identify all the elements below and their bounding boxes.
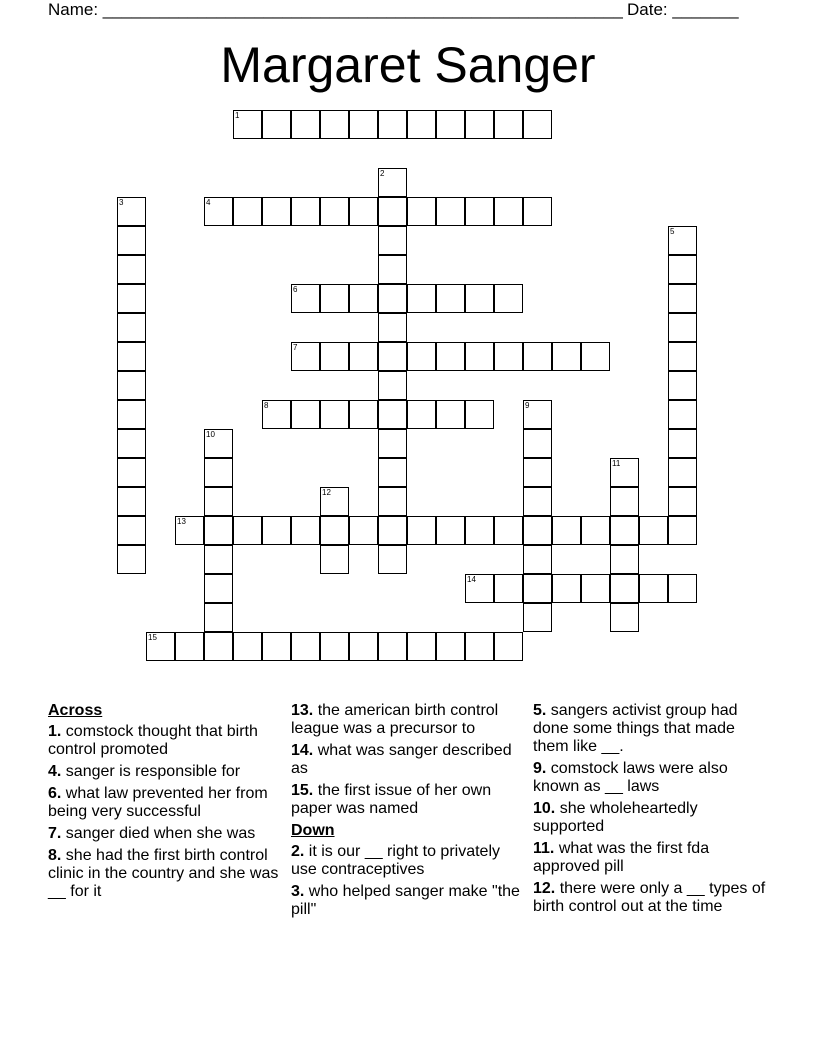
clue-number: 11. xyxy=(533,840,555,857)
clue-text: she wholeheartedly supported xyxy=(533,800,698,835)
grid-cell[interactable] xyxy=(465,516,494,545)
clue-down-11 xyxy=(533,840,768,876)
grid-cell[interactable] xyxy=(668,255,697,284)
grid-cell[interactable] xyxy=(378,429,407,458)
grid-cell[interactable] xyxy=(117,429,146,458)
clue-text: the american birth control league was a precursor to xyxy=(291,702,499,737)
cell-number: 2 xyxy=(380,169,385,178)
grid-cell[interactable] xyxy=(581,516,610,545)
grid-cell[interactable] xyxy=(465,110,494,139)
grid-cell[interactable] xyxy=(146,632,175,661)
clue-number: 1. xyxy=(48,723,62,740)
grid-cell[interactable] xyxy=(204,429,233,458)
grid-cell[interactable] xyxy=(117,226,146,255)
grid-cell[interactable] xyxy=(378,516,407,545)
grid-cell[interactable] xyxy=(668,313,697,342)
date-field-label: Date: _______ xyxy=(627,0,739,19)
clue-down-10 xyxy=(533,800,768,836)
grid-cell[interactable] xyxy=(117,545,146,574)
grid-cell[interactable] xyxy=(523,110,552,139)
grid-cell[interactable] xyxy=(117,342,146,371)
cell-number: 8 xyxy=(264,401,269,410)
clue-down-3 xyxy=(291,883,526,919)
clue-text: what was the first fda approved pill xyxy=(533,840,710,875)
grid-cell[interactable] xyxy=(494,632,523,661)
grid-cell[interactable] xyxy=(320,342,349,371)
cell-number: 5 xyxy=(670,227,675,236)
grid-cell[interactable] xyxy=(610,603,639,632)
cell-number: 15 xyxy=(148,633,157,642)
grid-cell[interactable] xyxy=(117,516,146,545)
grid-cell[interactable] xyxy=(117,313,146,342)
grid-cell[interactable] xyxy=(117,458,146,487)
clue-across-8 xyxy=(48,847,283,901)
grid-cell[interactable] xyxy=(320,110,349,139)
grid-cell[interactable] xyxy=(378,226,407,255)
grid-cell[interactable] xyxy=(668,458,697,487)
grid-cell[interactable] xyxy=(349,284,378,313)
grid-cell[interactable] xyxy=(552,574,581,603)
clue-number: 12. xyxy=(533,880,556,897)
grid-cell[interactable] xyxy=(378,545,407,574)
cell-number: 12 xyxy=(322,488,331,497)
grid-cell[interactable] xyxy=(610,574,639,603)
grid-cell[interactable] xyxy=(378,371,407,400)
grid-cell[interactable] xyxy=(291,632,320,661)
grid-cell[interactable] xyxy=(262,516,291,545)
grid-cell[interactable] xyxy=(668,574,697,603)
down-heading: Down xyxy=(291,822,335,839)
grid-cell[interactable] xyxy=(378,284,407,313)
clue-number: 4. xyxy=(48,763,62,780)
grid-cell[interactable] xyxy=(639,516,668,545)
grid-cell[interactable] xyxy=(378,110,407,139)
grid-cell[interactable] xyxy=(349,400,378,429)
clue-number: 15. xyxy=(291,782,314,799)
grid-cell[interactable] xyxy=(436,197,465,226)
grid-cell[interactable] xyxy=(117,197,146,226)
grid-cell[interactable] xyxy=(407,632,436,661)
grid-cell[interactable] xyxy=(291,516,320,545)
cell-number: 3 xyxy=(119,198,124,207)
grid-cell[interactable] xyxy=(378,313,407,342)
clue-down-9 xyxy=(533,760,768,796)
grid-cell[interactable] xyxy=(378,632,407,661)
clue-number: 5. xyxy=(533,702,547,719)
grid-cell[interactable] xyxy=(407,284,436,313)
cell-number: 9 xyxy=(525,401,530,410)
clue-down-2 xyxy=(291,843,526,879)
cell-number: 7 xyxy=(293,343,298,352)
grid-cell[interactable] xyxy=(175,516,204,545)
grid-cell[interactable] xyxy=(204,487,233,516)
grid-cell[interactable] xyxy=(610,458,639,487)
grid-cell[interactable] xyxy=(320,516,349,545)
grid-cell[interactable] xyxy=(349,342,378,371)
clue-across-7 xyxy=(48,825,283,843)
clue-across-13 xyxy=(291,702,526,738)
clue-across-4 xyxy=(48,763,283,781)
grid-cell[interactable] xyxy=(552,516,581,545)
grid-cell[interactable] xyxy=(523,458,552,487)
grid-cell[interactable] xyxy=(465,284,494,313)
grid-cell[interactable] xyxy=(349,110,378,139)
clue-text: sanger died when she was xyxy=(65,825,256,842)
grid-cell[interactable] xyxy=(407,197,436,226)
grid-cell[interactable] xyxy=(465,574,494,603)
clue-number: 7. xyxy=(48,825,62,842)
grid-cell[interactable] xyxy=(523,487,552,516)
name-field-label: Name: _______________________________________________________ xyxy=(48,0,623,19)
cell-number: 11 xyxy=(612,459,621,468)
grid-cell[interactable] xyxy=(523,342,552,371)
grid-cell[interactable] xyxy=(436,632,465,661)
grid-cell[interactable] xyxy=(581,574,610,603)
grid-cell[interactable] xyxy=(204,574,233,603)
clue-number: 8. xyxy=(48,847,62,864)
grid-cell[interactable] xyxy=(378,168,407,197)
grid-cell[interactable] xyxy=(320,284,349,313)
grid-cell[interactable] xyxy=(349,516,378,545)
clue-text: what was sanger described as xyxy=(291,742,512,777)
grid-cell[interactable] xyxy=(407,342,436,371)
clue-text: comstock thought that birth control promoted xyxy=(48,723,258,758)
clue-number: 14. xyxy=(291,742,314,759)
grid-cell[interactable] xyxy=(262,110,291,139)
grid-cell[interactable] xyxy=(291,400,320,429)
grid-cell[interactable] xyxy=(117,371,146,400)
grid-cell[interactable] xyxy=(465,342,494,371)
grid-cell[interactable] xyxy=(523,545,552,574)
clue-number: 2. xyxy=(291,843,305,860)
grid-cell[interactable] xyxy=(175,632,204,661)
grid-cell[interactable] xyxy=(668,487,697,516)
grid-cell[interactable] xyxy=(378,197,407,226)
grid-cell[interactable] xyxy=(436,110,465,139)
grid-cell[interactable] xyxy=(668,342,697,371)
clue-text: sangers activist group had done some things that made them like __. xyxy=(533,702,738,755)
clue-down-5 xyxy=(533,702,768,756)
across-heading: Across xyxy=(48,702,103,719)
grid-cell[interactable] xyxy=(494,516,523,545)
grid-cell[interactable] xyxy=(378,342,407,371)
grid-cell[interactable] xyxy=(407,516,436,545)
grid-cell[interactable] xyxy=(349,197,378,226)
grid-cell[interactable] xyxy=(204,632,233,661)
clue-text: there were only a __ types of birth control out at the time xyxy=(533,880,766,915)
grid-cell[interactable] xyxy=(204,458,233,487)
grid-cell[interactable] xyxy=(668,516,697,545)
grid-cell[interactable] xyxy=(291,284,320,313)
grid-cell[interactable] xyxy=(204,197,233,226)
clue-column-3 xyxy=(533,702,768,920)
grid-cell[interactable] xyxy=(320,632,349,661)
cell-number: 4 xyxy=(206,198,211,207)
grid-cell[interactable] xyxy=(610,545,639,574)
clue-text: it is our __ right to privately use contraceptives xyxy=(291,843,500,878)
grid-cell[interactable] xyxy=(117,487,146,516)
grid-cell[interactable] xyxy=(436,516,465,545)
clue-down-12 xyxy=(533,880,768,916)
grid-cell[interactable] xyxy=(291,342,320,371)
grid-cell[interactable] xyxy=(407,110,436,139)
grid-cell[interactable] xyxy=(233,632,262,661)
clue-text: who helped sanger make "the pill" xyxy=(291,883,520,918)
grid-cell[interactable] xyxy=(204,545,233,574)
grid-cell[interactable] xyxy=(668,226,697,255)
grid-cell[interactable] xyxy=(610,516,639,545)
grid-cell[interactable] xyxy=(233,110,262,139)
grid-cell[interactable] xyxy=(668,371,697,400)
clue-number: 10. xyxy=(533,800,556,817)
grid-cell[interactable] xyxy=(233,516,262,545)
grid-cell[interactable] xyxy=(523,429,552,458)
grid-cell[interactable] xyxy=(581,342,610,371)
grid-cell[interactable] xyxy=(610,487,639,516)
grid-cell[interactable] xyxy=(668,429,697,458)
grid-cell[interactable] xyxy=(291,110,320,139)
grid-cell[interactable] xyxy=(494,197,523,226)
grid-cell[interactable] xyxy=(233,197,262,226)
clue-number: 6. xyxy=(48,785,62,802)
grid-cell[interactable] xyxy=(523,197,552,226)
clue-text: the first issue of her own paper was named xyxy=(291,782,492,817)
clue-column-2 xyxy=(291,702,526,923)
grid-cell[interactable] xyxy=(436,342,465,371)
grid-cell[interactable] xyxy=(494,284,523,313)
grid-cell[interactable] xyxy=(465,632,494,661)
cell-number: 10 xyxy=(206,430,215,439)
cell-number: 1 xyxy=(235,111,240,120)
grid-cell[interactable] xyxy=(378,458,407,487)
grid-cell[interactable] xyxy=(465,400,494,429)
clue-text: sanger is responsible for xyxy=(65,763,241,780)
grid-cell[interactable] xyxy=(436,284,465,313)
cell-number: 14 xyxy=(467,575,476,584)
grid-cell[interactable] xyxy=(639,574,668,603)
grid-cell[interactable] xyxy=(320,197,349,226)
grid-cell[interactable] xyxy=(668,284,697,313)
grid-cell[interactable] xyxy=(262,400,291,429)
grid-cell[interactable] xyxy=(204,516,233,545)
clue-number: 3. xyxy=(291,883,305,900)
grid-cell[interactable] xyxy=(291,197,320,226)
grid-cell[interactable] xyxy=(320,400,349,429)
cell-number: 13 xyxy=(177,517,186,526)
grid-cell[interactable] xyxy=(262,197,291,226)
clue-column-1 xyxy=(48,702,283,905)
grid-cell[interactable] xyxy=(494,110,523,139)
grid-cell[interactable] xyxy=(436,400,465,429)
grid-cell[interactable] xyxy=(117,284,146,313)
grid-cell[interactable] xyxy=(204,603,233,632)
grid-cell[interactable] xyxy=(523,400,552,429)
clue-text: she had the first birth control clinic in the country and she was __ for it xyxy=(48,847,279,900)
grid-cell[interactable] xyxy=(349,632,378,661)
clue-across-14 xyxy=(291,742,526,778)
clue-across-1 xyxy=(48,723,283,759)
page-title: Margaret Sanger xyxy=(220,37,596,93)
clue-text: comstock laws were also known as __ laws xyxy=(533,760,728,795)
grid-cell[interactable] xyxy=(320,487,349,516)
grid-cell[interactable] xyxy=(523,516,552,545)
grid-cell[interactable] xyxy=(523,574,552,603)
clue-text: what law prevented her from being very successful xyxy=(48,785,268,820)
grid-cell[interactable] xyxy=(117,255,146,284)
grid-cell[interactable] xyxy=(552,342,581,371)
grid-cell[interactable] xyxy=(378,255,407,284)
grid-cell[interactable] xyxy=(262,632,291,661)
grid-cell[interactable] xyxy=(523,603,552,632)
clue-number: 9. xyxy=(533,760,547,777)
grid-cell[interactable] xyxy=(320,545,349,574)
grid-cell[interactable] xyxy=(668,400,697,429)
grid-cell[interactable] xyxy=(378,487,407,516)
grid-cell[interactable] xyxy=(465,197,494,226)
grid-cell[interactable] xyxy=(494,574,523,603)
clue-across-6 xyxy=(48,785,283,821)
grid-cell[interactable] xyxy=(378,400,407,429)
grid-cell[interactable] xyxy=(117,400,146,429)
clue-across-15 xyxy=(291,782,526,818)
grid-cell[interactable] xyxy=(407,400,436,429)
cell-number: 6 xyxy=(293,285,298,294)
clue-number: 13. xyxy=(291,702,314,719)
grid-cell[interactable] xyxy=(494,342,523,371)
